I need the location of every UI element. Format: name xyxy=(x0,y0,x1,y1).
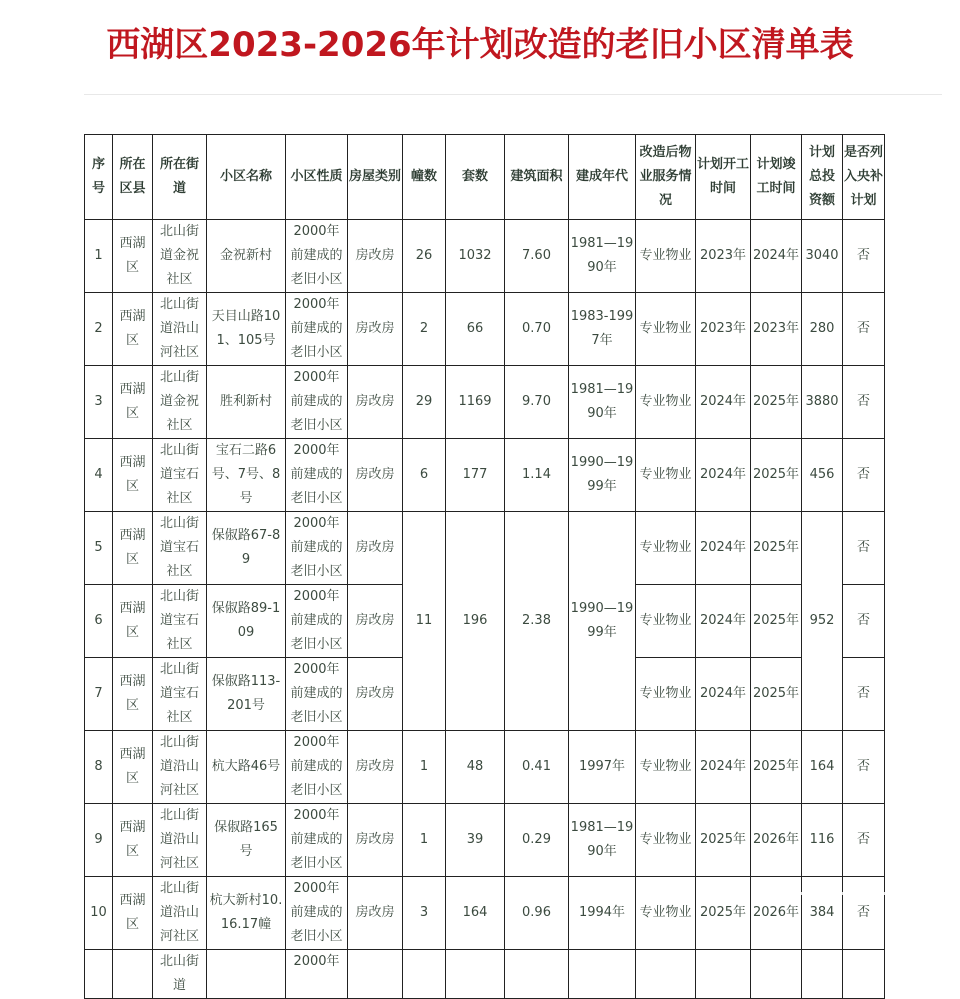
cell-community-name: 保俶路165号 xyxy=(207,804,286,877)
cell-property-service: 专业物业 xyxy=(636,804,696,877)
cell-building-count: 2 xyxy=(403,293,446,366)
cell-district: 西湖区 xyxy=(113,439,153,512)
cell-housing-type: 房改房 xyxy=(348,585,403,658)
cell-planned-investment: 3040 xyxy=(802,220,843,293)
cell-building-count: 1 xyxy=(403,731,446,804)
cell-serial-no: 4 xyxy=(85,439,113,512)
cell-district: 西湖区 xyxy=(113,731,153,804)
cell-floor-area: 0.41 xyxy=(505,731,569,804)
cell-built-era: 1983-1997年 xyxy=(569,293,636,366)
cell-serial-no: 5 xyxy=(85,512,113,585)
cell-district: 西湖区 xyxy=(113,220,153,293)
cell-floor-area: 0.70 xyxy=(505,293,569,366)
header-street: 所在街道 xyxy=(153,135,207,220)
cell-district: 西湖区 xyxy=(113,877,153,950)
cell-community-name: 天目山路101、105号 xyxy=(207,293,286,366)
cell-planned-finish: 2025年 xyxy=(751,439,802,512)
cell-planned-investment-merged: 952 xyxy=(802,512,843,731)
cell-planned-start: 2024年 xyxy=(696,585,751,658)
cell-street: 北山街道金祝社区 xyxy=(153,366,207,439)
cell-unit-count: 164 xyxy=(446,877,505,950)
cell-property-service: 专业物业 xyxy=(636,439,696,512)
cell-central-subsidy: 否 xyxy=(843,366,885,439)
cell-planned-investment: 164 xyxy=(802,731,843,804)
header-district: 所在区县 xyxy=(113,135,153,220)
cell-central-subsidy: 否 xyxy=(843,658,885,731)
cell-community-name: 宝石二路6号、7号、8号 xyxy=(207,439,286,512)
cell-community-name: 杭大新村10.16.17幢 xyxy=(207,877,286,950)
cell-planned-investment: 3880 xyxy=(802,366,843,439)
header-community-name: 小区名称 xyxy=(207,135,286,220)
cell-housing-type: 房改房 xyxy=(348,439,403,512)
cell-community-nature: 2000年前建成的老旧小区 xyxy=(286,731,348,804)
table-container xyxy=(84,134,885,999)
table-row xyxy=(85,220,885,293)
cell-street: 北山街道沿山河社区 xyxy=(153,731,207,804)
cell-planned-finish: 2024年 xyxy=(751,220,802,293)
cell-street: 北山街道 xyxy=(153,950,207,999)
cell-building-count: 3 xyxy=(403,877,446,950)
header-community-nature: 小区性质 xyxy=(286,135,348,220)
cell-floor-area: 0.96 xyxy=(505,877,569,950)
cell-housing-type: 房改房 xyxy=(348,731,403,804)
cell-unit-count: 1032 xyxy=(446,220,505,293)
cell-district: 西湖区 xyxy=(113,293,153,366)
cell-central-subsidy: 否 xyxy=(843,731,885,804)
cell-property-service: 专业物业 xyxy=(636,366,696,439)
cell-planned-finish: 2025年 xyxy=(751,658,802,731)
cell-built-era: 1997年 xyxy=(569,731,636,804)
cell-serial-no: 10 xyxy=(85,877,113,950)
cell-street: 北山街道宝石社区 xyxy=(153,512,207,585)
cell-property-service: 专业物业 xyxy=(636,293,696,366)
cell-built-era: 1990—1999年 xyxy=(569,439,636,512)
cell-district: 西湖区 xyxy=(113,512,153,585)
cell-planned-finish: 2025年 xyxy=(751,585,802,658)
cell-planned-start: 2024年 xyxy=(696,366,751,439)
cell-planned-start: 2025年 xyxy=(696,877,751,950)
cell-property-service xyxy=(636,950,696,999)
cell-unit-count: 177 xyxy=(446,439,505,512)
cell-community-name: 保俶路67-89 xyxy=(207,512,286,585)
header-serial-no: 序号 xyxy=(85,135,113,220)
table-row xyxy=(85,366,885,439)
cell-housing-type: 房改房 xyxy=(348,366,403,439)
cell-planned-investment: 280 xyxy=(802,293,843,366)
cell-unit-count xyxy=(446,950,505,999)
cell-planned-start: 2024年 xyxy=(696,658,751,731)
header-planned-investment: 计划总投资额 xyxy=(802,135,843,220)
cell-planned-finish xyxy=(751,950,802,999)
cell-planned-start: 2024年 xyxy=(696,731,751,804)
cell-central-subsidy: 否 xyxy=(843,585,885,658)
cell-floor-area: 7.60 xyxy=(505,220,569,293)
cell-building-count xyxy=(403,950,446,999)
cell-property-service: 专业物业 xyxy=(636,877,696,950)
cell-street: 北山街道宝石社区 xyxy=(153,658,207,731)
header-property-service: 改造后物业服务情况 xyxy=(636,135,696,220)
renovation-list-table xyxy=(84,134,885,999)
table-header-row xyxy=(85,135,885,220)
table-row xyxy=(85,877,885,950)
cell-planned-finish: 2025年 xyxy=(751,512,802,585)
cell-community-name: 胜利新村 xyxy=(207,366,286,439)
cell-central-subsidy: 否 xyxy=(843,439,885,512)
cell-street: 北山街道沿山河社区 xyxy=(153,293,207,366)
cell-building-count: 6 xyxy=(403,439,446,512)
cell-built-era: 1981—1990年 xyxy=(569,220,636,293)
cell-serial-no: 7 xyxy=(85,658,113,731)
cell-floor-area: 0.29 xyxy=(505,804,569,877)
cell-building-count: 29 xyxy=(403,366,446,439)
cell-serial-no: 2 xyxy=(85,293,113,366)
header-central-subsidy: 是否列入央补计划 xyxy=(843,135,885,220)
cell-community-name: 保俶路89-109 xyxy=(207,585,286,658)
cell-district: 西湖区 xyxy=(113,366,153,439)
cell-serial-no: 9 xyxy=(85,804,113,877)
cell-community-name: 保俶路113-201号 xyxy=(207,658,286,731)
cell-floor-area xyxy=(505,950,569,999)
cell-building-count-merged: 11 xyxy=(403,512,446,731)
table-row xyxy=(85,439,885,512)
title-divider xyxy=(84,94,942,95)
cell-property-service: 专业物业 xyxy=(636,658,696,731)
cell-unit-count: 39 xyxy=(446,804,505,877)
cell-central-subsidy: 否 xyxy=(843,877,885,950)
cell-housing-type: 房改房 xyxy=(348,293,403,366)
cell-central-subsidy: 否 xyxy=(843,293,885,366)
cell-community-name xyxy=(207,950,286,999)
header-floor-area: 建筑面积 xyxy=(505,135,569,220)
cell-planned-investment: 456 xyxy=(802,439,843,512)
cell-unit-count: 66 xyxy=(446,293,505,366)
cell-planned-start: 2025年 xyxy=(696,804,751,877)
cell-central-subsidy: 否 xyxy=(843,512,885,585)
cell-built-era: 1981—1990年 xyxy=(569,804,636,877)
cell-street: 北山街道沿山河社区 xyxy=(153,877,207,950)
table-row xyxy=(85,512,885,585)
cell-housing-type: 房改房 xyxy=(348,512,403,585)
cell-built-era xyxy=(569,950,636,999)
cell-community-nature: 2000年前建成的老旧小区 xyxy=(286,439,348,512)
cell-serial-no: 1 xyxy=(85,220,113,293)
cell-community-nature: 2000年前建成的老旧小区 xyxy=(286,220,348,293)
cell-building-count: 26 xyxy=(403,220,446,293)
cell-community-nature: 2000年前建成的老旧小区 xyxy=(286,366,348,439)
cell-district xyxy=(113,950,153,999)
page-title: 西湖区2023-2026年计划改造的老旧小区清单表 xyxy=(106,25,854,65)
cell-built-era-merged: 1990—1999年 xyxy=(569,512,636,731)
cell-housing-type: 房改房 xyxy=(348,658,403,731)
cell-district: 西湖区 xyxy=(113,585,153,658)
cell-planned-finish: 2026年 xyxy=(751,877,802,950)
cell-floor-area: 9.70 xyxy=(505,366,569,439)
cell-planned-finish: 2025年 xyxy=(751,366,802,439)
cell-community-nature: 2000年前建成的老旧小区 xyxy=(286,658,348,731)
cell-planned-start: 2023年 xyxy=(696,220,751,293)
cell-planned-start: 2024年 xyxy=(696,512,751,585)
cell-building-count: 1 xyxy=(403,804,446,877)
cell-planned-finish: 2023年 xyxy=(751,293,802,366)
header-unit-count: 套数 xyxy=(446,135,505,220)
cell-central-subsidy: 否 xyxy=(843,804,885,877)
table-row xyxy=(85,293,885,366)
cell-planned-investment xyxy=(802,950,843,999)
cell-property-service: 专业物业 xyxy=(636,731,696,804)
table-row-partial xyxy=(85,950,885,999)
cell-community-nature: 2000年 xyxy=(286,950,348,999)
cell-serial-no: 6 xyxy=(85,585,113,658)
cell-unit-count-merged: 196 xyxy=(446,512,505,731)
cell-street: 北山街道沿山河社区 xyxy=(153,804,207,877)
header-built-era: 建成年代 xyxy=(569,135,636,220)
cell-community-nature: 2000年前建成的老旧小区 xyxy=(286,585,348,658)
cell-built-era: 1994年 xyxy=(569,877,636,950)
cell-community-nature: 2000年前建成的老旧小区 xyxy=(286,877,348,950)
header-planned-finish: 计划竣工时间 xyxy=(751,135,802,220)
cell-property-service: 专业物业 xyxy=(636,585,696,658)
header-planned-start: 计划开工时间 xyxy=(696,135,751,220)
cell-street: 北山街道宝石社区 xyxy=(153,585,207,658)
cell-community-name: 杭大路46号 xyxy=(207,731,286,804)
cell-central-subsidy xyxy=(843,950,885,999)
cell-housing-type xyxy=(348,950,403,999)
cell-community-nature: 2000年前建成的老旧小区 xyxy=(286,804,348,877)
cell-planned-investment: 116 xyxy=(802,804,843,877)
cell-built-era: 1981—1990年 xyxy=(569,366,636,439)
table-row xyxy=(85,731,885,804)
cell-planned-finish: 2026年 xyxy=(751,804,802,877)
cell-central-subsidy: 否 xyxy=(843,220,885,293)
cell-planned-finish: 2025年 xyxy=(751,731,802,804)
cell-serial-no xyxy=(85,950,113,999)
cell-housing-type: 房改房 xyxy=(348,220,403,293)
cell-street: 北山街道金祝社区 xyxy=(153,220,207,293)
cell-floor-area-merged: 2.38 xyxy=(505,512,569,731)
cell-floor-area: 1.14 xyxy=(505,439,569,512)
cell-district: 西湖区 xyxy=(113,658,153,731)
cell-planned-start: 2024年 xyxy=(696,439,751,512)
header-building-count: 幢数 xyxy=(403,135,446,220)
cell-unit-count: 48 xyxy=(446,731,505,804)
cell-property-service: 专业物业 xyxy=(636,512,696,585)
cell-housing-type: 房改房 xyxy=(348,804,403,877)
cell-street: 北山街道宝石社区 xyxy=(153,439,207,512)
cell-planned-start xyxy=(696,950,751,999)
cell-serial-no: 3 xyxy=(85,366,113,439)
cell-unit-count: 1169 xyxy=(446,366,505,439)
table-row xyxy=(85,804,885,877)
cell-community-name: 金祝新村 xyxy=(207,220,286,293)
cell-community-nature: 2000年前建成的老旧小区 xyxy=(286,512,348,585)
header-housing-type: 房屋类别 xyxy=(348,135,403,220)
cell-planned-start: 2023年 xyxy=(696,293,751,366)
cell-serial-no: 8 xyxy=(85,731,113,804)
cell-planned-investment: 384 xyxy=(802,877,843,950)
cell-community-nature: 2000年前建成的老旧小区 xyxy=(286,293,348,366)
cell-housing-type: 房改房 xyxy=(348,877,403,950)
cell-district: 西湖区 xyxy=(113,804,153,877)
cell-property-service: 专业物业 xyxy=(636,220,696,293)
